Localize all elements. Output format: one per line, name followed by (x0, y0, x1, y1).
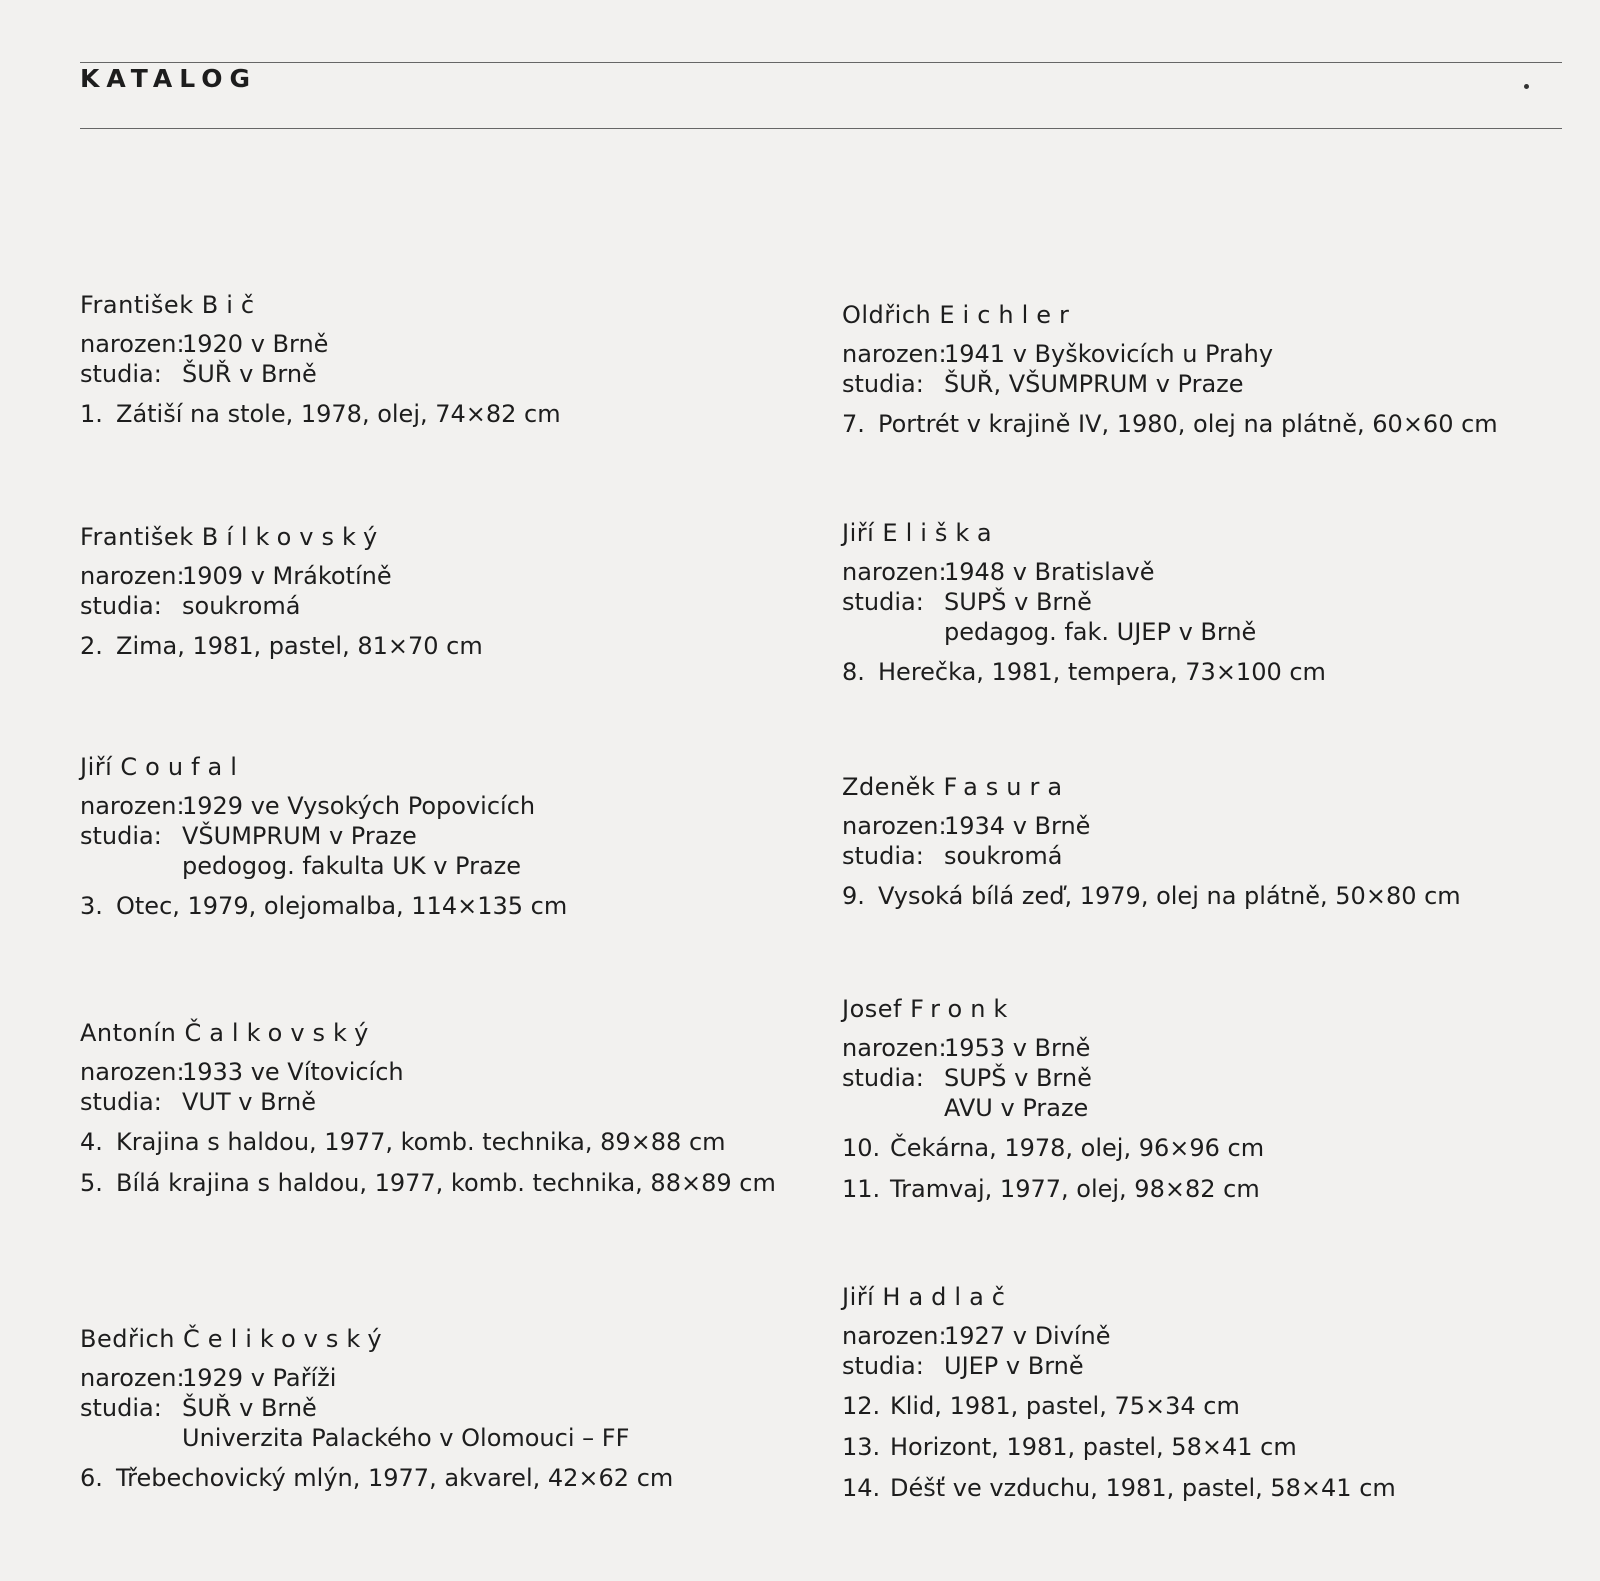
artist-first-name: Josef (842, 995, 902, 1023)
born-label: narozen: (80, 792, 185, 820)
work-item (80, 1463, 860, 1493)
work-item (80, 399, 860, 429)
work-description: Portrét v krajině IV, 1980, olej na plátně, 60×60 cm (878, 410, 1498, 438)
born-label: narozen: (80, 1364, 185, 1392)
born-value: 1934 v Brně (944, 812, 1091, 840)
works-list (842, 1133, 1600, 1204)
artist-name (842, 300, 1600, 330)
studies-value: soukromá (944, 842, 1063, 870)
work-description: Zátiší na stole, 1978, olej, 74×82 cm (116, 400, 561, 428)
work-number: 8. (842, 658, 865, 686)
artist-first-name: Jiří (842, 519, 875, 547)
work-item (80, 891, 860, 921)
studies-extra: Univerzita Palackého v Olomouci – FF (182, 1424, 630, 1452)
works-list (80, 631, 860, 661)
artist-name (842, 518, 1600, 548)
artist-surname: Fronk (910, 995, 1016, 1023)
works-list (80, 1463, 860, 1493)
artist-name (80, 1324, 860, 1354)
artist-meta (842, 811, 1600, 871)
artist-first-name: Antonín (80, 1019, 177, 1047)
work-item (842, 1174, 1600, 1204)
studies-value: ŠUŘ, VŠUMPRUM v Praze (944, 370, 1244, 398)
work-description: Herečka, 1981, tempera, 73×100 cm (878, 658, 1326, 686)
born-value: 1953 v Brně (944, 1034, 1091, 1062)
born-value: 1920 v Brně (182, 330, 329, 358)
artist-meta (842, 1033, 1600, 1123)
born-value: 1933 ve Vítovicích (182, 1058, 404, 1086)
artist-meta (80, 1363, 860, 1453)
header-top-rule (80, 62, 1562, 63)
work-description: Bílá krajina s haldou, 1977, komb. technika, 88×89 cm (116, 1169, 776, 1197)
work-item (842, 409, 1600, 439)
works-list (842, 881, 1600, 911)
studies-row (842, 1351, 1600, 1381)
artist-surname: Čelikovský (183, 1325, 390, 1353)
work-number: 2. (80, 632, 103, 660)
work-number: 11. (842, 1175, 881, 1203)
artist-entry (842, 1282, 1600, 1514)
artist-surname: Bič (201, 291, 263, 319)
studies-row (842, 841, 1600, 871)
born-row (80, 329, 860, 359)
artist-meta (80, 329, 860, 389)
born-row (80, 1363, 860, 1393)
work-description: Třebechovický mlýn, 1977, akvarel, 42×62 cm (116, 1464, 674, 1492)
studies-label: studia: (842, 370, 924, 398)
studies-label: studia: (80, 822, 162, 850)
born-row (842, 1321, 1600, 1351)
artist-meta (80, 1057, 860, 1117)
studies-row (842, 587, 1600, 617)
artist-surname: Coufal (120, 753, 245, 781)
studies-label: studia: (80, 1088, 162, 1116)
studies-value: SUPŠ v Brně (944, 1064, 1092, 1092)
born-row (80, 561, 860, 591)
artist-entry (80, 290, 860, 440)
work-item (80, 1168, 860, 1198)
studies-row (80, 1087, 860, 1117)
work-number: 10. (842, 1134, 881, 1162)
artist-meta (842, 557, 1600, 647)
studies-label: studia: (80, 360, 162, 388)
artist-meta (842, 339, 1600, 399)
work-item (80, 631, 860, 661)
artist-entry (842, 994, 1600, 1215)
studies-row (842, 369, 1600, 399)
artist-entry (842, 300, 1600, 450)
work-number: 14. (842, 1474, 881, 1502)
work-number: 7. (842, 410, 865, 438)
born-value: 1927 v Divíně (944, 1322, 1111, 1350)
work-number: 12. (842, 1392, 881, 1420)
born-row (80, 791, 860, 821)
studies-extra: pedagog. fak. UJEP v Brně (944, 618, 1257, 646)
work-description: Zima, 1981, pastel, 81×70 cm (116, 632, 483, 660)
work-number: 6. (80, 1464, 103, 1492)
work-description: Klid, 1981, pastel, 75×34 cm (890, 1392, 1240, 1420)
artist-surname: Eichler (939, 301, 1077, 329)
work-number: 13. (842, 1433, 881, 1461)
studies-label: studia: (842, 842, 924, 870)
artist-meta (842, 1321, 1600, 1381)
artist-name (842, 994, 1600, 1024)
works-list (842, 657, 1600, 687)
studies-value: SUPŠ v Brně (944, 588, 1092, 616)
born-label: narozen: (842, 812, 947, 840)
born-value: 1909 v Mrákotíně (182, 562, 392, 590)
work-number: 5. (80, 1169, 103, 1197)
work-description: Krajina s haldou, 1977, komb. technika, 89×88 cm (116, 1128, 726, 1156)
studies-label: studia: (842, 1352, 924, 1380)
work-number: 3. (80, 892, 103, 920)
born-label: narozen: (842, 1034, 947, 1062)
studies-value: UJEP v Brně (944, 1352, 1084, 1380)
header-bottom-rule (80, 128, 1562, 129)
born-label: narozen: (80, 1058, 185, 1086)
artist-name (842, 1282, 1600, 1312)
artist-surname: Bílkovský (201, 523, 386, 551)
artist-entry (80, 1018, 860, 1209)
artist-meta (80, 561, 860, 621)
artist-first-name: František (80, 523, 194, 551)
works-list (80, 1127, 860, 1198)
studies-value: soukromá (182, 592, 301, 620)
artist-meta (80, 791, 860, 881)
works-list (842, 1391, 1600, 1503)
born-row (842, 557, 1600, 587)
studies-row (842, 1063, 1600, 1093)
studies-label: studia: (80, 592, 162, 620)
studies-row (80, 359, 860, 389)
works-list (80, 891, 860, 921)
work-number: 1. (80, 400, 103, 428)
born-value: 1929 v Paříži (182, 1364, 337, 1392)
artist-first-name: Bedřich (80, 1325, 175, 1353)
artist-entry (80, 522, 860, 672)
artist-name (842, 772, 1600, 802)
born-row (842, 1033, 1600, 1063)
work-description: Horizont, 1981, pastel, 58×41 cm (890, 1433, 1297, 1461)
born-row (842, 339, 1600, 369)
born-label: narozen: (80, 330, 185, 358)
artist-entry (842, 772, 1600, 922)
artist-surname: Eliška (882, 519, 1000, 547)
artist-surname: Hadlač (882, 1283, 1013, 1311)
work-item (842, 657, 1600, 687)
work-description: Déšť ve vzduchu, 1981, pastel, 58×41 cm (890, 1474, 1396, 1502)
artist-first-name: Zdeněk (842, 773, 936, 801)
studies-row (80, 821, 860, 851)
studies-row (80, 591, 860, 621)
studies-row (80, 1393, 860, 1423)
studies-value: VUT v Brně (182, 1088, 316, 1116)
works-list (842, 409, 1600, 439)
work-description: Otec, 1979, olejomalba, 114×135 cm (116, 892, 568, 920)
work-number: 4. (80, 1128, 103, 1156)
artist-first-name: Jiří (842, 1283, 875, 1311)
work-description: Vysoká bílá zeď, 1979, olej na plátně, 50×80 cm (878, 882, 1461, 910)
artist-name (80, 752, 860, 782)
work-description: Čekárna, 1978, olej, 96×96 cm (890, 1134, 1265, 1162)
work-item (80, 1127, 860, 1157)
studies-value: ŠUŘ v Brně (182, 1394, 317, 1422)
studies-label: studia: (80, 1394, 162, 1422)
artist-name (80, 522, 860, 552)
work-item (842, 881, 1600, 911)
artist-first-name: Oldřich (842, 301, 932, 329)
artist-surname: Fasura (943, 773, 1071, 801)
artist-entry (80, 752, 860, 932)
artist-surname: Čalkovský (184, 1019, 377, 1047)
artist-name (80, 1018, 860, 1048)
artist-name (80, 290, 860, 320)
artist-entry (80, 1324, 860, 1504)
studies-extra: AVU v Praze (944, 1094, 1089, 1122)
born-row (842, 811, 1600, 841)
born-label: narozen: (842, 1322, 947, 1350)
born-label: narozen: (842, 340, 947, 368)
born-label: narozen: (80, 562, 185, 590)
work-item (842, 1391, 1600, 1421)
work-item (842, 1133, 1600, 1163)
work-description: Tramvaj, 1977, olej, 98×82 cm (890, 1175, 1260, 1203)
header-dot (1524, 84, 1529, 89)
born-value: 1941 v Byškovicích u Prahy (944, 340, 1274, 368)
born-label: narozen: (842, 558, 947, 586)
studies-value: ŠUŘ v Brně (182, 360, 317, 388)
born-value: 1929 ve Vysokých Popovicích (182, 792, 536, 820)
born-value: 1948 v Bratislavě (944, 558, 1155, 586)
catalog-heading: KATALOG (80, 64, 258, 93)
artist-entry (842, 518, 1600, 698)
work-item (842, 1473, 1600, 1503)
artist-first-name: Jiří (80, 753, 113, 781)
studies-extra: pedogog. fakulta UK v Praze (182, 852, 522, 880)
born-row (80, 1057, 860, 1087)
work-item (842, 1432, 1600, 1462)
studies-label: studia: (842, 1064, 924, 1092)
work-number: 9. (842, 882, 865, 910)
studies-value: VŠUMPRUM v Praze (182, 822, 417, 850)
studies-label: studia: (842, 588, 924, 616)
works-list (80, 399, 860, 429)
artist-first-name: František (80, 291, 194, 319)
